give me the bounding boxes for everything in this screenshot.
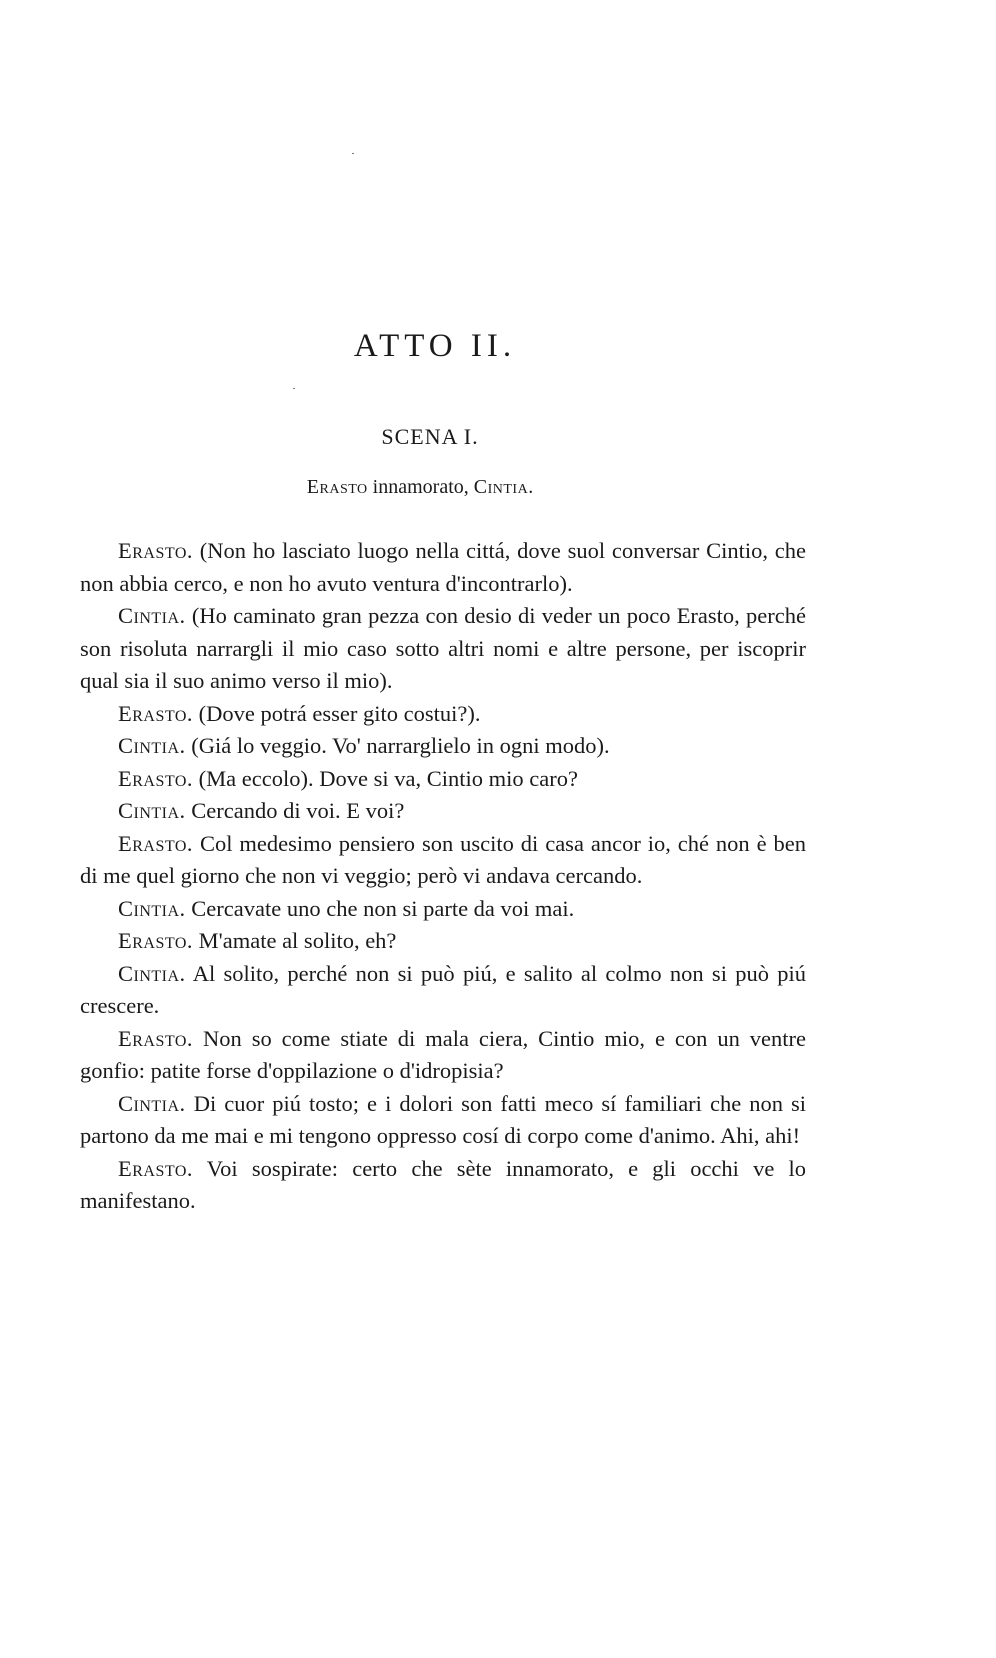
character-name: Cintia	[473, 476, 529, 498]
speech	[80, 925, 806, 958]
paper-speck	[352, 153, 354, 154]
speaker-name: Cintia.	[118, 1090, 186, 1116]
character-name: Erasto	[306, 476, 368, 498]
speech	[80, 730, 806, 763]
scene-title: SCENA I.	[381, 424, 479, 449]
speech-text: Cercavate uno che non si parte da voi mai.	[185, 895, 575, 921]
speech-text: (Non ho lasciato luogo nella cittá, dove suol conversar Cintio, che non abbia cerco, e non ho avuto ventura d'incontrarlo).	[80, 538, 806, 596]
speech	[80, 535, 806, 600]
speech	[80, 828, 806, 893]
speech	[80, 1153, 806, 1218]
speech-text: (Dove potrá esser gito costui?).	[193, 700, 481, 726]
speech-text: (Giá lo veggio. Vo' narrarglielo in ogni modo).	[185, 733, 610, 758]
speech	[80, 763, 806, 796]
speech-text: Voi sospirate: certo che sète innamorato, e gli occhi ve lo manifestano.	[80, 1155, 806, 1213]
speaker-name: Cintia.	[118, 798, 186, 823]
speech-text: Cercando di voi. E voi?	[185, 798, 405, 823]
speech	[80, 1088, 806, 1153]
character-description: innamorato,	[367, 476, 474, 498]
speaker-name: Erasto.	[118, 1025, 194, 1051]
speech	[80, 1023, 806, 1088]
speaker-name: Erasto.	[118, 538, 194, 563]
act-title: ATTO II.	[353, 328, 517, 364]
speech	[80, 795, 806, 828]
speaker-name: Erasto.	[118, 765, 194, 791]
speaker-name: Erasto.	[118, 1155, 194, 1181]
scene-characters	[0, 476, 840, 499]
speaker-name: Cintia.	[118, 960, 186, 986]
speech-text: Col medesimo pensiero son uscito di casa ancor io, ché non è ben di me quel giorno che non vi veggio; però vi andava cercando.	[80, 830, 806, 888]
speech	[80, 698, 806, 731]
speech	[80, 893, 806, 926]
speaker-name: Cintia.	[118, 895, 186, 921]
speech-text: (Ma eccolo). Dove si va, Cintio mio caro?	[193, 765, 578, 791]
speaker-name: Erasto.	[118, 700, 194, 726]
speech-text: Di cuor piú tosto; e i dolori son fatti meco sí familiari che non si partono da me mai e mi tengono oppresso cosí di corpo come d'animo. Ahi, ahi!	[80, 1090, 806, 1148]
speaker-name: Cintia.	[118, 603, 186, 628]
speech-text: Al solito, perché non si può piú, e salito al colmo non si può piú crescere.	[80, 960, 806, 1018]
speaker-name: Erasto.	[118, 830, 194, 856]
paper-speck	[293, 388, 295, 389]
speech-text: M'amate al solito, eh?	[193, 928, 397, 953]
speaker-name: Erasto.	[118, 928, 194, 953]
speaker-name: Cintia.	[118, 733, 186, 758]
speech	[80, 958, 806, 1023]
speech	[80, 600, 806, 698]
dialogue-body	[80, 535, 806, 1218]
characters-end: .	[528, 476, 534, 498]
speech-text: (Ho caminato gran pezza con desio di veder un poco Erasto, perché son risoluta narrargli il mio caso sotto altri nomi e altre persone, per iscoprir qual sia il suo animo verso il mio).	[80, 603, 806, 693]
speech-text: Non so come stiate di mala ciera, Cintio mio, e con un ventre gonfio: patite forse d'oppilazione o d'idropisia?	[80, 1025, 806, 1083]
